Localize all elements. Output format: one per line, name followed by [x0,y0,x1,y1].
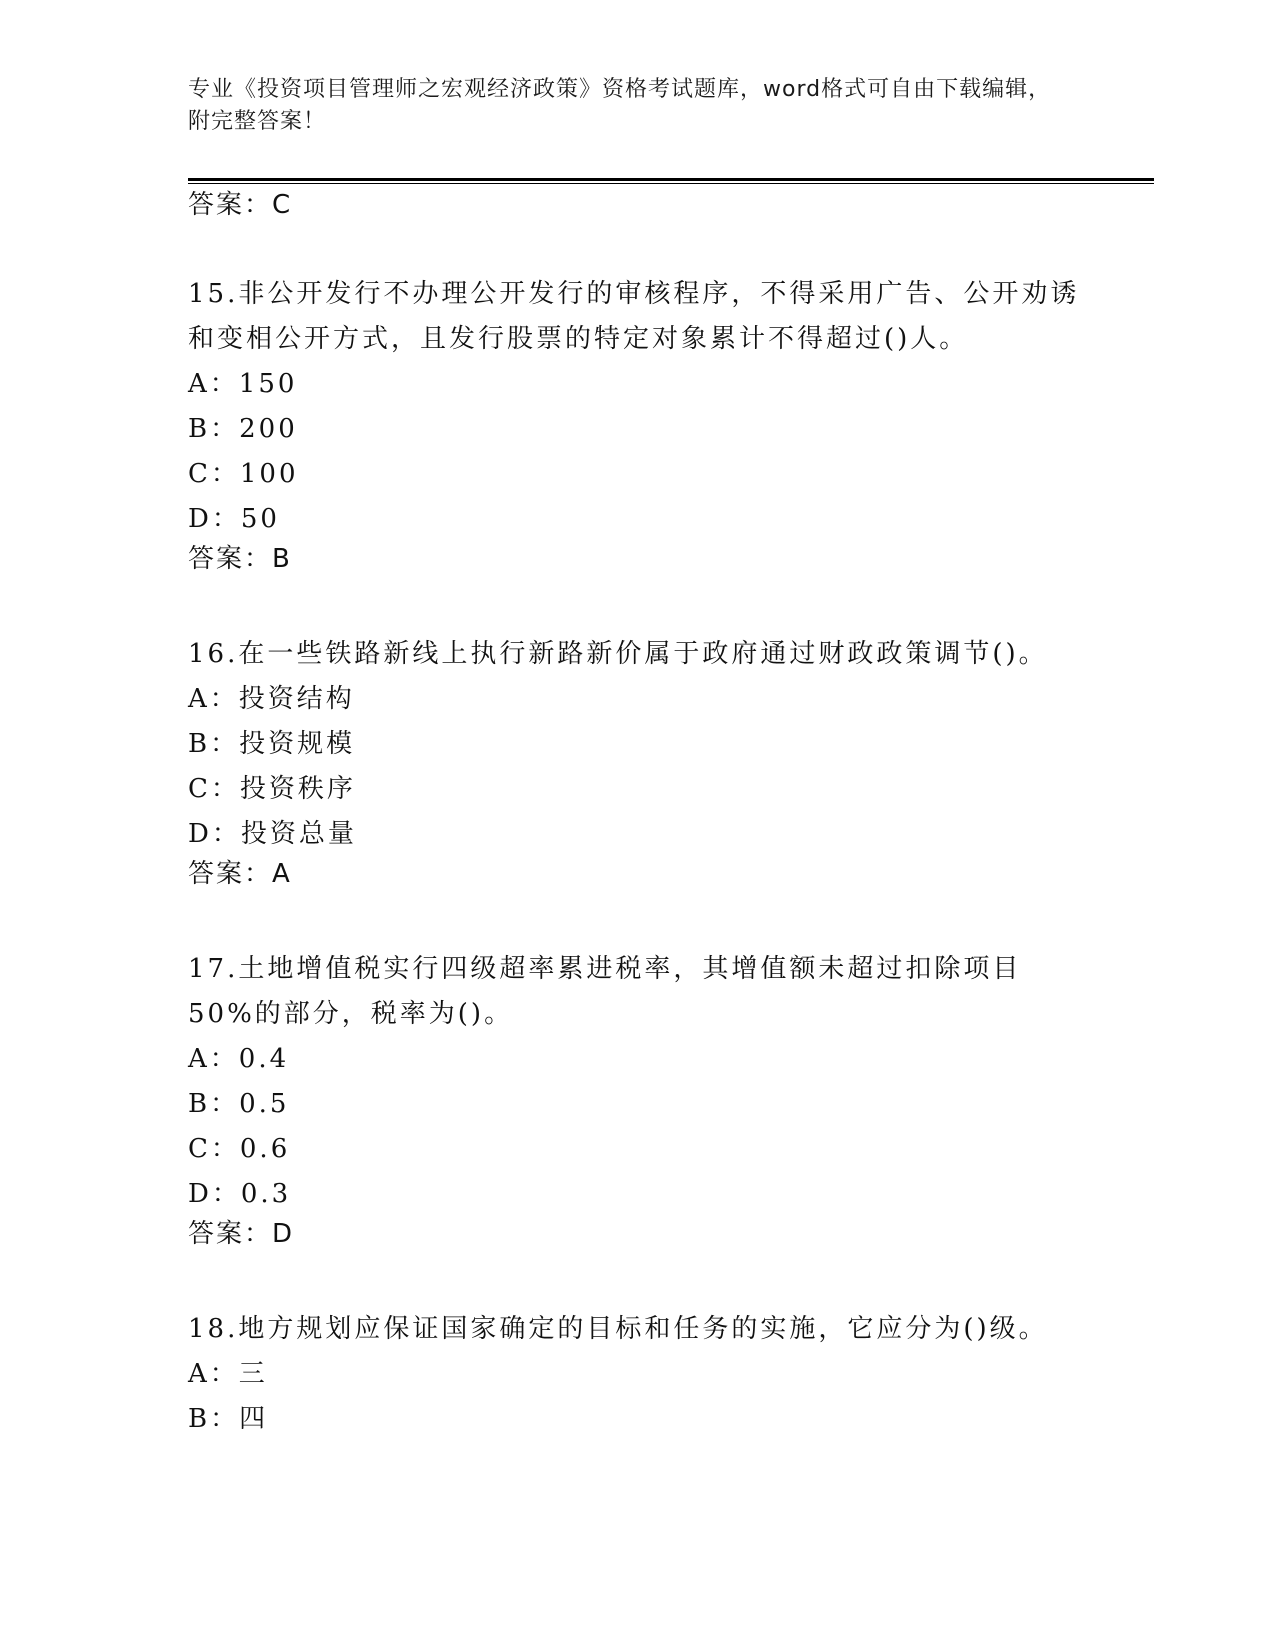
answer-line: 答案：C [188,190,293,220]
option-a: A：150 [188,369,298,399]
option-d: D：投资总量 [188,819,357,849]
question-block-16 [188,632,1088,889]
document-header: 专业《投资项目管理师之宏观经济政策》资格考试题库，word格式可自由下载编辑，附完整答案！ [188,77,1052,134]
option-c: C：投资秩序 [188,774,356,804]
answer-line: 答案：D [188,1219,295,1249]
question-text: 17.土地增值税实行四级超率累进税率，其增值额未超过扣除项目50%的部分，税率为()。 [188,954,1022,1029]
option-b: B：0.5 [188,1089,290,1119]
answer-line: 答案：A [188,859,292,889]
option-b: B：四 [188,1404,269,1434]
question-block-17 [188,947,1088,1249]
option-b: B：投资规模 [188,729,356,759]
option-d: D：50 [188,504,280,534]
option-a: A：0.4 [188,1044,290,1074]
answer-line: 答案：B [188,544,292,574]
question-text: 18.地方规划应保证国家确定的目标和任务的实施，它应分为()级。 [188,1314,1048,1344]
option-c: C：0.6 [188,1134,291,1164]
question-text: 16.在一些铁路新线上执行新路新价属于政府通过财政政策调节()。 [188,639,1048,669]
question-text: 15.非公开发行不办理公开发行的审核程序，不得采用广告、公开劝诱和变相公开方式，且发行股票的特定对象累计不得超过()人。 [188,279,1080,354]
header-divider-thick [188,178,1154,181]
option-d: D：0.3 [188,1179,292,1209]
option-b: B：200 [188,414,298,444]
option-a: A：三 [188,1359,268,1389]
question-block-15 [188,272,1088,574]
option-c: C：100 [188,459,299,489]
option-a: A：投资结构 [188,684,355,714]
header-divider-thin [188,183,1154,184]
question-content [188,190,1088,1442]
question-block-18 [188,1307,1088,1442]
